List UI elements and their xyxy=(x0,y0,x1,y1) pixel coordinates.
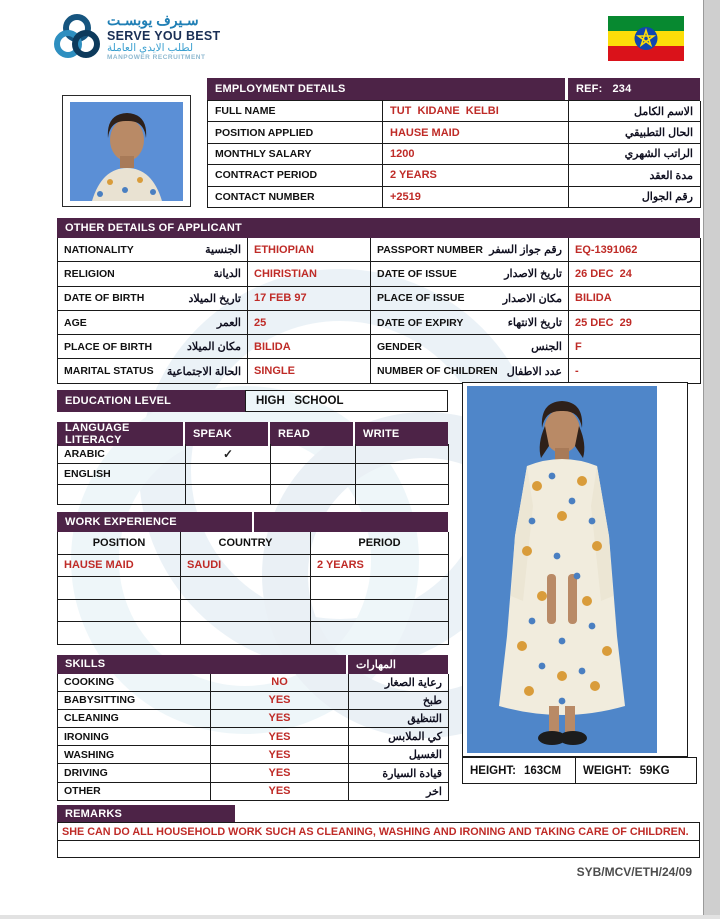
field-label: PLACE OF ISSUE xyxy=(377,292,465,305)
language-literacy-table xyxy=(57,444,448,505)
field-label: PASSPORT NUMBER xyxy=(377,243,483,256)
field-label-arabic: الحالة الاجتماعية xyxy=(166,365,241,378)
table-cell xyxy=(186,464,271,484)
field-label-arabic: الراتب الشهري xyxy=(569,144,701,165)
field-label-arabic: العمر xyxy=(216,317,241,330)
field-value: SINGLE xyxy=(248,359,371,383)
skill-label-arabic: طبخ xyxy=(349,692,449,710)
field-label-arabic: عدد الاطفال xyxy=(506,365,562,378)
field-value: +2519 xyxy=(383,187,569,208)
work-position xyxy=(58,600,181,623)
table-cell xyxy=(271,444,356,464)
skill-label-arabic: اخر xyxy=(349,783,449,801)
skills-table xyxy=(57,674,448,801)
field-label: NUMBER OF CHILDREN xyxy=(377,365,498,378)
field-label: CONTRACT PERIOD xyxy=(208,165,383,186)
work-period: 2 YEARS xyxy=(311,555,449,578)
table-cell xyxy=(271,464,356,484)
height-cell xyxy=(463,758,576,783)
field-value: F xyxy=(569,335,701,359)
skill-label: WASHING xyxy=(58,746,211,764)
education-level-title: EDUCATION LEVEL xyxy=(57,390,245,412)
ethiopia-flag-icon xyxy=(608,16,684,66)
field-label: CONTACT NUMBER xyxy=(208,187,383,208)
column-header-write: WRITE xyxy=(355,422,448,446)
height-value: 163CM xyxy=(524,764,562,777)
field-label: DATE OF ISSUE xyxy=(377,267,457,280)
table-cell xyxy=(356,485,449,505)
field-label-arabic: الجنس xyxy=(531,341,562,354)
column-header-speak: SPEAK xyxy=(185,422,270,446)
field-value: 26 DEC 24 xyxy=(569,262,701,286)
skill-label-arabic: الغسيل xyxy=(349,746,449,764)
agency-tagline: MANPOWER RECRUITMENT xyxy=(107,54,206,62)
field-label: MONTHLY SALARY xyxy=(208,144,383,165)
agency-name-arabic: سـيرف يوبسـت xyxy=(107,12,199,28)
skill-label-arabic: كي الملابس xyxy=(349,728,449,746)
column-header-position: POSITION xyxy=(58,532,181,555)
field-label: MARITAL STATUS xyxy=(64,365,154,378)
field-label: RELIGION xyxy=(64,267,115,280)
work-period xyxy=(311,577,449,600)
field-label-arabic: تاريخ الاصدار xyxy=(504,268,562,281)
language-name xyxy=(58,485,186,505)
field-label: GENDER xyxy=(377,340,422,353)
scan-edge-strip xyxy=(703,0,720,919)
skill-value: NO xyxy=(211,674,349,692)
employment-table xyxy=(207,100,700,208)
field-value: HAUSE MAID xyxy=(383,122,569,143)
checkmark-icon: ✓ xyxy=(186,444,271,464)
applicant-headshot-photo xyxy=(62,95,191,207)
work-position xyxy=(58,622,181,645)
field-value: - xyxy=(569,359,701,383)
agency-logo xyxy=(54,13,221,67)
field-value: 2 YEARS xyxy=(383,165,569,186)
work-country xyxy=(181,600,311,623)
table-cell xyxy=(271,485,356,505)
field-value: 17 FEB 97 xyxy=(248,287,371,311)
other-details-title: OTHER DETAILS OF APPLICANT xyxy=(57,218,700,238)
document-reference-code: SYB/MCV/ETH/24/09 xyxy=(576,865,692,879)
field-value: BILIDA xyxy=(248,335,371,359)
physical-stats-row xyxy=(462,757,697,784)
remarks-title: REMARKS xyxy=(57,805,235,822)
field-label: POSITION APPLIED xyxy=(208,122,383,143)
field-label-arabic: الديانة xyxy=(213,268,241,281)
skill-value: YES xyxy=(211,692,349,710)
skill-label: CLEANING xyxy=(58,710,211,728)
skill-value: YES xyxy=(211,710,349,728)
column-header-country: COUNTRY xyxy=(181,532,311,555)
field-label-arabic: تاريخ الميلاد xyxy=(188,292,241,305)
field-label-arabic: مكان الميلاد xyxy=(186,341,241,354)
skill-label-arabic: قيادة السيارة xyxy=(349,764,449,782)
field-value: CHIRISTIAN xyxy=(248,262,371,286)
field-label-arabic: تاريخ الانتهاء xyxy=(507,317,562,330)
agency-logo-icon xyxy=(54,13,100,67)
field-value: ETHIOPIAN xyxy=(248,238,371,262)
table-cell xyxy=(356,444,449,464)
agency-name: SERVE YOU BEST xyxy=(107,28,221,43)
field-value: EQ-1391062 xyxy=(569,238,701,262)
field-label: NATIONALITY xyxy=(64,243,134,256)
field-label-arabic: مكان الاصدار xyxy=(502,292,562,305)
work-position: HAUSE MAID xyxy=(58,555,181,578)
employment-details-title: EMPLOYMENT DETAILS xyxy=(207,78,565,100)
skill-label-arabic: التنظيق xyxy=(349,710,449,728)
work-country: SAUDI xyxy=(181,555,311,578)
field-label: DATE OF BIRTH xyxy=(64,292,145,305)
field-label-arabic: الاسم الكامل xyxy=(569,101,701,122)
work-position xyxy=(58,577,181,600)
skill-label: BABYSITTING xyxy=(58,692,211,710)
skill-label: IRONING xyxy=(58,728,211,746)
ref-number xyxy=(568,78,700,100)
remarks-empty-row xyxy=(57,841,700,858)
field-label-arabic: رقم جواز السفر xyxy=(489,244,562,257)
ref-value: 234 xyxy=(612,83,632,95)
column-header-period: PERIOD xyxy=(311,532,449,555)
table-cell xyxy=(186,485,271,505)
skills-title-arabic: المهارات xyxy=(346,655,448,674)
column-header-read: READ xyxy=(270,422,355,446)
table-cell xyxy=(356,464,449,484)
field-label: AGE xyxy=(64,316,87,329)
field-label: PLACE OF BIRTH xyxy=(64,340,153,353)
work-period xyxy=(311,622,449,645)
work-period xyxy=(311,600,449,623)
other-details-table xyxy=(57,238,700,384)
agency-tagline-arabic: لطلب الايدي العاملة xyxy=(107,41,194,54)
field-label-arabic: مدة العقد xyxy=(569,165,701,186)
work-experience-table xyxy=(57,532,448,645)
field-value: BILIDA xyxy=(569,287,701,311)
skill-label: COOKING xyxy=(58,674,211,692)
remarks-text: SHE CAN DO ALL HOUSEHOLD WORK SUCH AS CLEANING, WASHING AND IRONING AND TAKING CARE OF CHILDREN. xyxy=(57,822,700,841)
field-label-arabic: رقم الجوال xyxy=(569,187,701,208)
skill-label: DRIVING xyxy=(58,764,211,782)
ref-label: REF: xyxy=(576,83,603,95)
field-label: FULL NAME xyxy=(208,101,383,122)
weight-cell xyxy=(576,758,698,783)
education-level-value: HIGH SCHOOL xyxy=(245,390,448,412)
field-value: TUT KIDANE KELBI xyxy=(383,101,569,122)
field-value: 1200 xyxy=(383,144,569,165)
skill-value: YES xyxy=(211,764,349,782)
work-experience-title: WORK EXPERIENCE xyxy=(57,512,448,532)
skills-title: SKILLS xyxy=(57,655,346,674)
skill-label: OTHER xyxy=(58,783,211,801)
field-value: 25 DEC 29 xyxy=(569,311,701,335)
weight-value: 59KG xyxy=(639,764,670,777)
skill-value: YES xyxy=(211,783,349,801)
field-label-arabic: الحال التطبيقي xyxy=(569,122,701,143)
skill-value: YES xyxy=(211,746,349,764)
language-name: ARABIC xyxy=(58,444,186,464)
weight-label: WEIGHT: xyxy=(583,764,632,777)
scan-bottom-strip xyxy=(0,915,720,919)
work-country xyxy=(181,622,311,645)
skill-value: YES xyxy=(211,728,349,746)
height-label: HEIGHT: xyxy=(470,764,516,777)
language-literacy-title: LANGUAGE LITERACY xyxy=(57,422,185,446)
field-label-arabic: الجنسية xyxy=(205,244,241,257)
skill-label-arabic: رعاية الصغار xyxy=(349,674,449,692)
language-name: ENGLISH xyxy=(58,464,186,484)
work-country xyxy=(181,577,311,600)
field-label: DATE OF EXPIRY xyxy=(377,316,464,329)
field-value: 25 xyxy=(248,311,371,335)
applicant-fullbody-photo xyxy=(462,382,688,757)
